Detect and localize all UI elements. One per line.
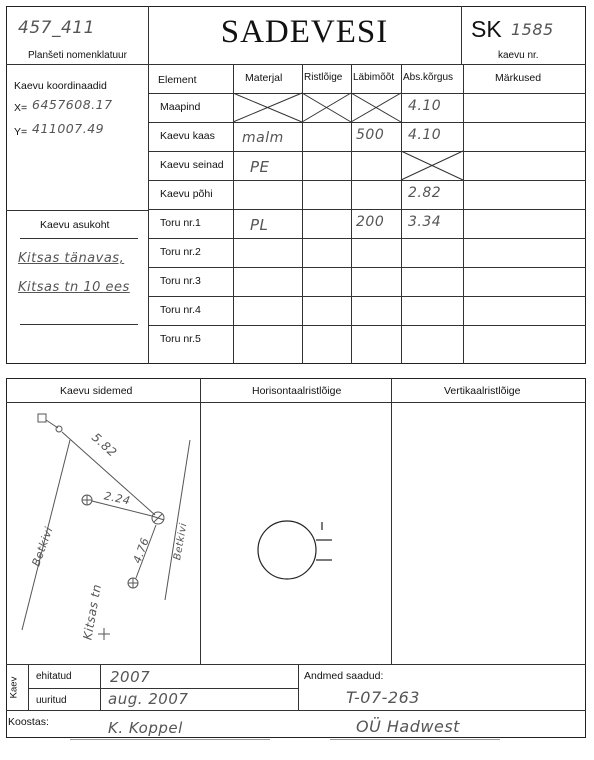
author-value: K. Koppel — [108, 719, 183, 737]
cell-material: malm — [242, 130, 284, 146]
location-line-1-text: Kitsas tänavas, — [18, 251, 125, 266]
cell-diameter: 500 — [356, 127, 385, 143]
footer-measured-line — [6, 710, 586, 711]
page-title: SADEVESI — [220, 14, 389, 50]
nomenclature-label: Planšeti nomenklatuur — [28, 50, 127, 61]
footer-built-line — [28, 688, 298, 689]
table-row-element: Toru nr.3 — [160, 275, 201, 287]
footer-label-divider — [100, 664, 101, 710]
cell-diameter: 200 — [356, 214, 385, 230]
location-line-2-text: Kitsas tn 10 ees — [18, 280, 130, 295]
author-label: Koostas: — [8, 716, 49, 728]
col-header-element: Element — [158, 74, 197, 86]
company-value: OÜ Hadwest — [356, 717, 460, 736]
table-row-element: Toru nr.2 — [160, 246, 201, 258]
cell-abs: 3.34 — [408, 214, 442, 230]
col-header-cross: Ristlõige — [304, 72, 343, 83]
table-row-element: Toru nr.5 — [160, 333, 201, 345]
cell-material: PE — [250, 158, 270, 176]
coords-y-label: Y= — [14, 126, 28, 138]
street-label-kitsas: Kitsas tn — [80, 583, 104, 641]
measured-label: uuritud — [36, 695, 67, 706]
table-row-element: Kaevu põhi — [160, 188, 213, 200]
footer-side-label: Kaev — [8, 676, 20, 699]
col-header-remarks: Märkused — [495, 72, 542, 84]
built-value: 2007 — [110, 668, 151, 686]
footer-mid-divider — [298, 664, 299, 710]
data-source-label: Andmed saadud: — [304, 670, 384, 682]
measured-value: aug. 2007 — [108, 690, 189, 708]
data-source-value: T-07-263 — [346, 688, 420, 707]
distance-label-2: 2.24 — [102, 489, 132, 508]
sketch-col3-title: Vertikaalristlõige — [444, 385, 521, 397]
location-label: Kaevu asukoht — [40, 219, 110, 231]
table-row-element: Toru nr.1 — [160, 217, 201, 229]
col-header-diameter: Läbimõõt — [353, 72, 395, 83]
coords-x-label: X= — [14, 102, 28, 114]
sketch-col2-title: Horisontaalristlõige — [252, 385, 342, 397]
built-label: ehitatud — [36, 671, 72, 682]
cell-abs: 2.82 — [408, 185, 442, 201]
coords-x-value: 6457608.17 — [32, 97, 113, 112]
table-row-element: Kaevu kaas — [160, 130, 215, 142]
table-row-element: Toru nr.4 — [160, 304, 201, 316]
cell-abs: 4.10 — [408, 127, 442, 143]
footer-author-underline — [70, 739, 270, 740]
table-row-element: Kaevu seinad — [160, 159, 224, 171]
distance-label-3: 4.76 — [130, 535, 152, 566]
well-prefix: SK — [471, 16, 502, 42]
table-row-element: Maapind — [160, 101, 201, 113]
cell-abs: 4.10 — [408, 98, 442, 114]
coords-y-value: 411007.49 — [32, 121, 105, 136]
col-header-material: Materjal — [245, 72, 283, 84]
street-label-left: Betkivi — [29, 524, 56, 569]
coords-label: Kaevu koordinaadid — [14, 80, 107, 92]
street-label-right: Betkivi — [172, 521, 190, 562]
footer-company-underline — [330, 739, 500, 740]
cell-material: PL — [250, 216, 269, 234]
footer-top-line — [6, 664, 586, 665]
footer-side-divider — [28, 664, 29, 710]
well-number: 1585 — [511, 20, 554, 39]
sketch-col1-title: Kaevu sidemed — [60, 385, 133, 397]
well-label: kaevu nr. — [498, 50, 539, 61]
distance-label-1: 5.82 — [89, 430, 120, 460]
nomenclature-value: 457_411 — [18, 18, 95, 38]
col-header-abs: Abs.kõrgus — [403, 72, 454, 83]
